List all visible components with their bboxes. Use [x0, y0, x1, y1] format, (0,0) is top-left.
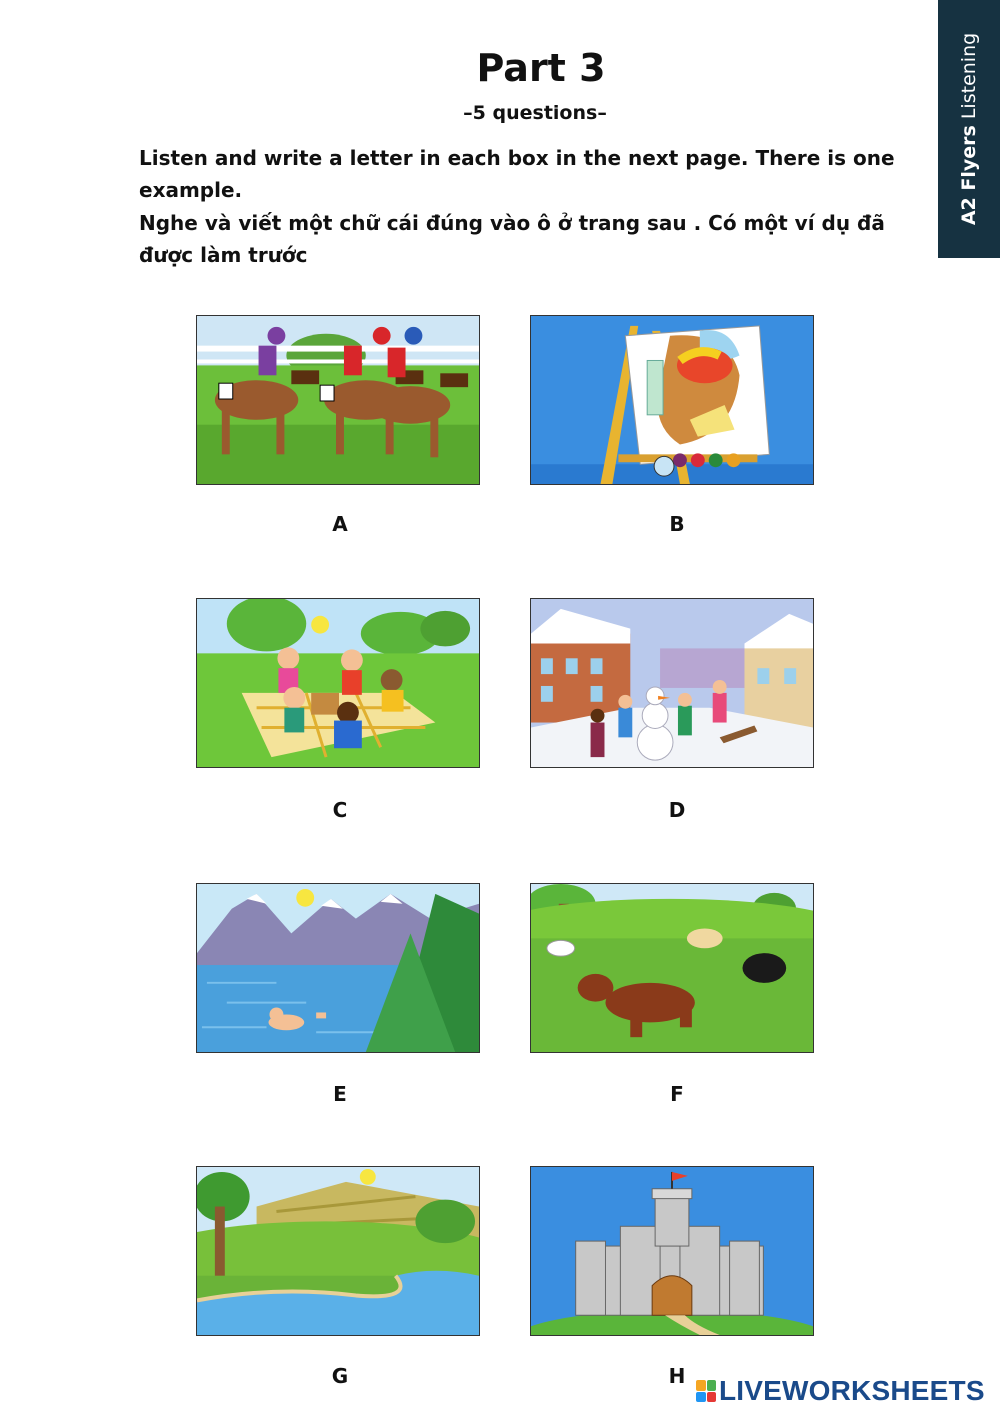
liveworksheets-logo	[696, 1376, 985, 1406]
horse-race-picture	[196, 315, 480, 485]
picnic-picture	[196, 598, 480, 768]
picture-letter-h: H	[668, 1364, 686, 1388]
instruction-english: Listen and write a letter in each box in the next page. There is one example.	[139, 146, 895, 202]
side-tab-level: A2 Flyers	[958, 125, 980, 226]
watermark-text: LIVEWORKSHEETS	[719, 1375, 985, 1406]
picture-letter-f: F	[670, 1082, 684, 1106]
picture-letter-g: G	[331, 1364, 349, 1388]
picture-letter-e: E	[333, 1082, 347, 1106]
side-tab	[938, 0, 1000, 258]
picture-letter-a: A	[332, 512, 348, 536]
lake-swimmer-picture	[196, 883, 480, 1053]
side-tab-skill: Listening	[958, 32, 980, 120]
page-title: Part 3	[476, 46, 606, 90]
page-subtitle: –5 questions–	[463, 102, 607, 124]
instruction-vietnamese: Nghe và viết một chữ cái đúng vào ô ở trang sau . Có một ví dụ đã được làm trước	[139, 211, 885, 267]
painting-easel-picture	[530, 315, 814, 485]
liveworksheets-logo-icon	[696, 1380, 716, 1402]
picture-letter-c: C	[332, 798, 348, 822]
snowman-picture	[530, 598, 814, 768]
river-countryside-picture	[196, 1166, 480, 1336]
picture-letter-d: D	[668, 798, 686, 822]
castle-picture	[530, 1166, 814, 1336]
dogs-in-park-picture	[530, 883, 814, 1053]
picture-letter-b: B	[669, 512, 685, 536]
